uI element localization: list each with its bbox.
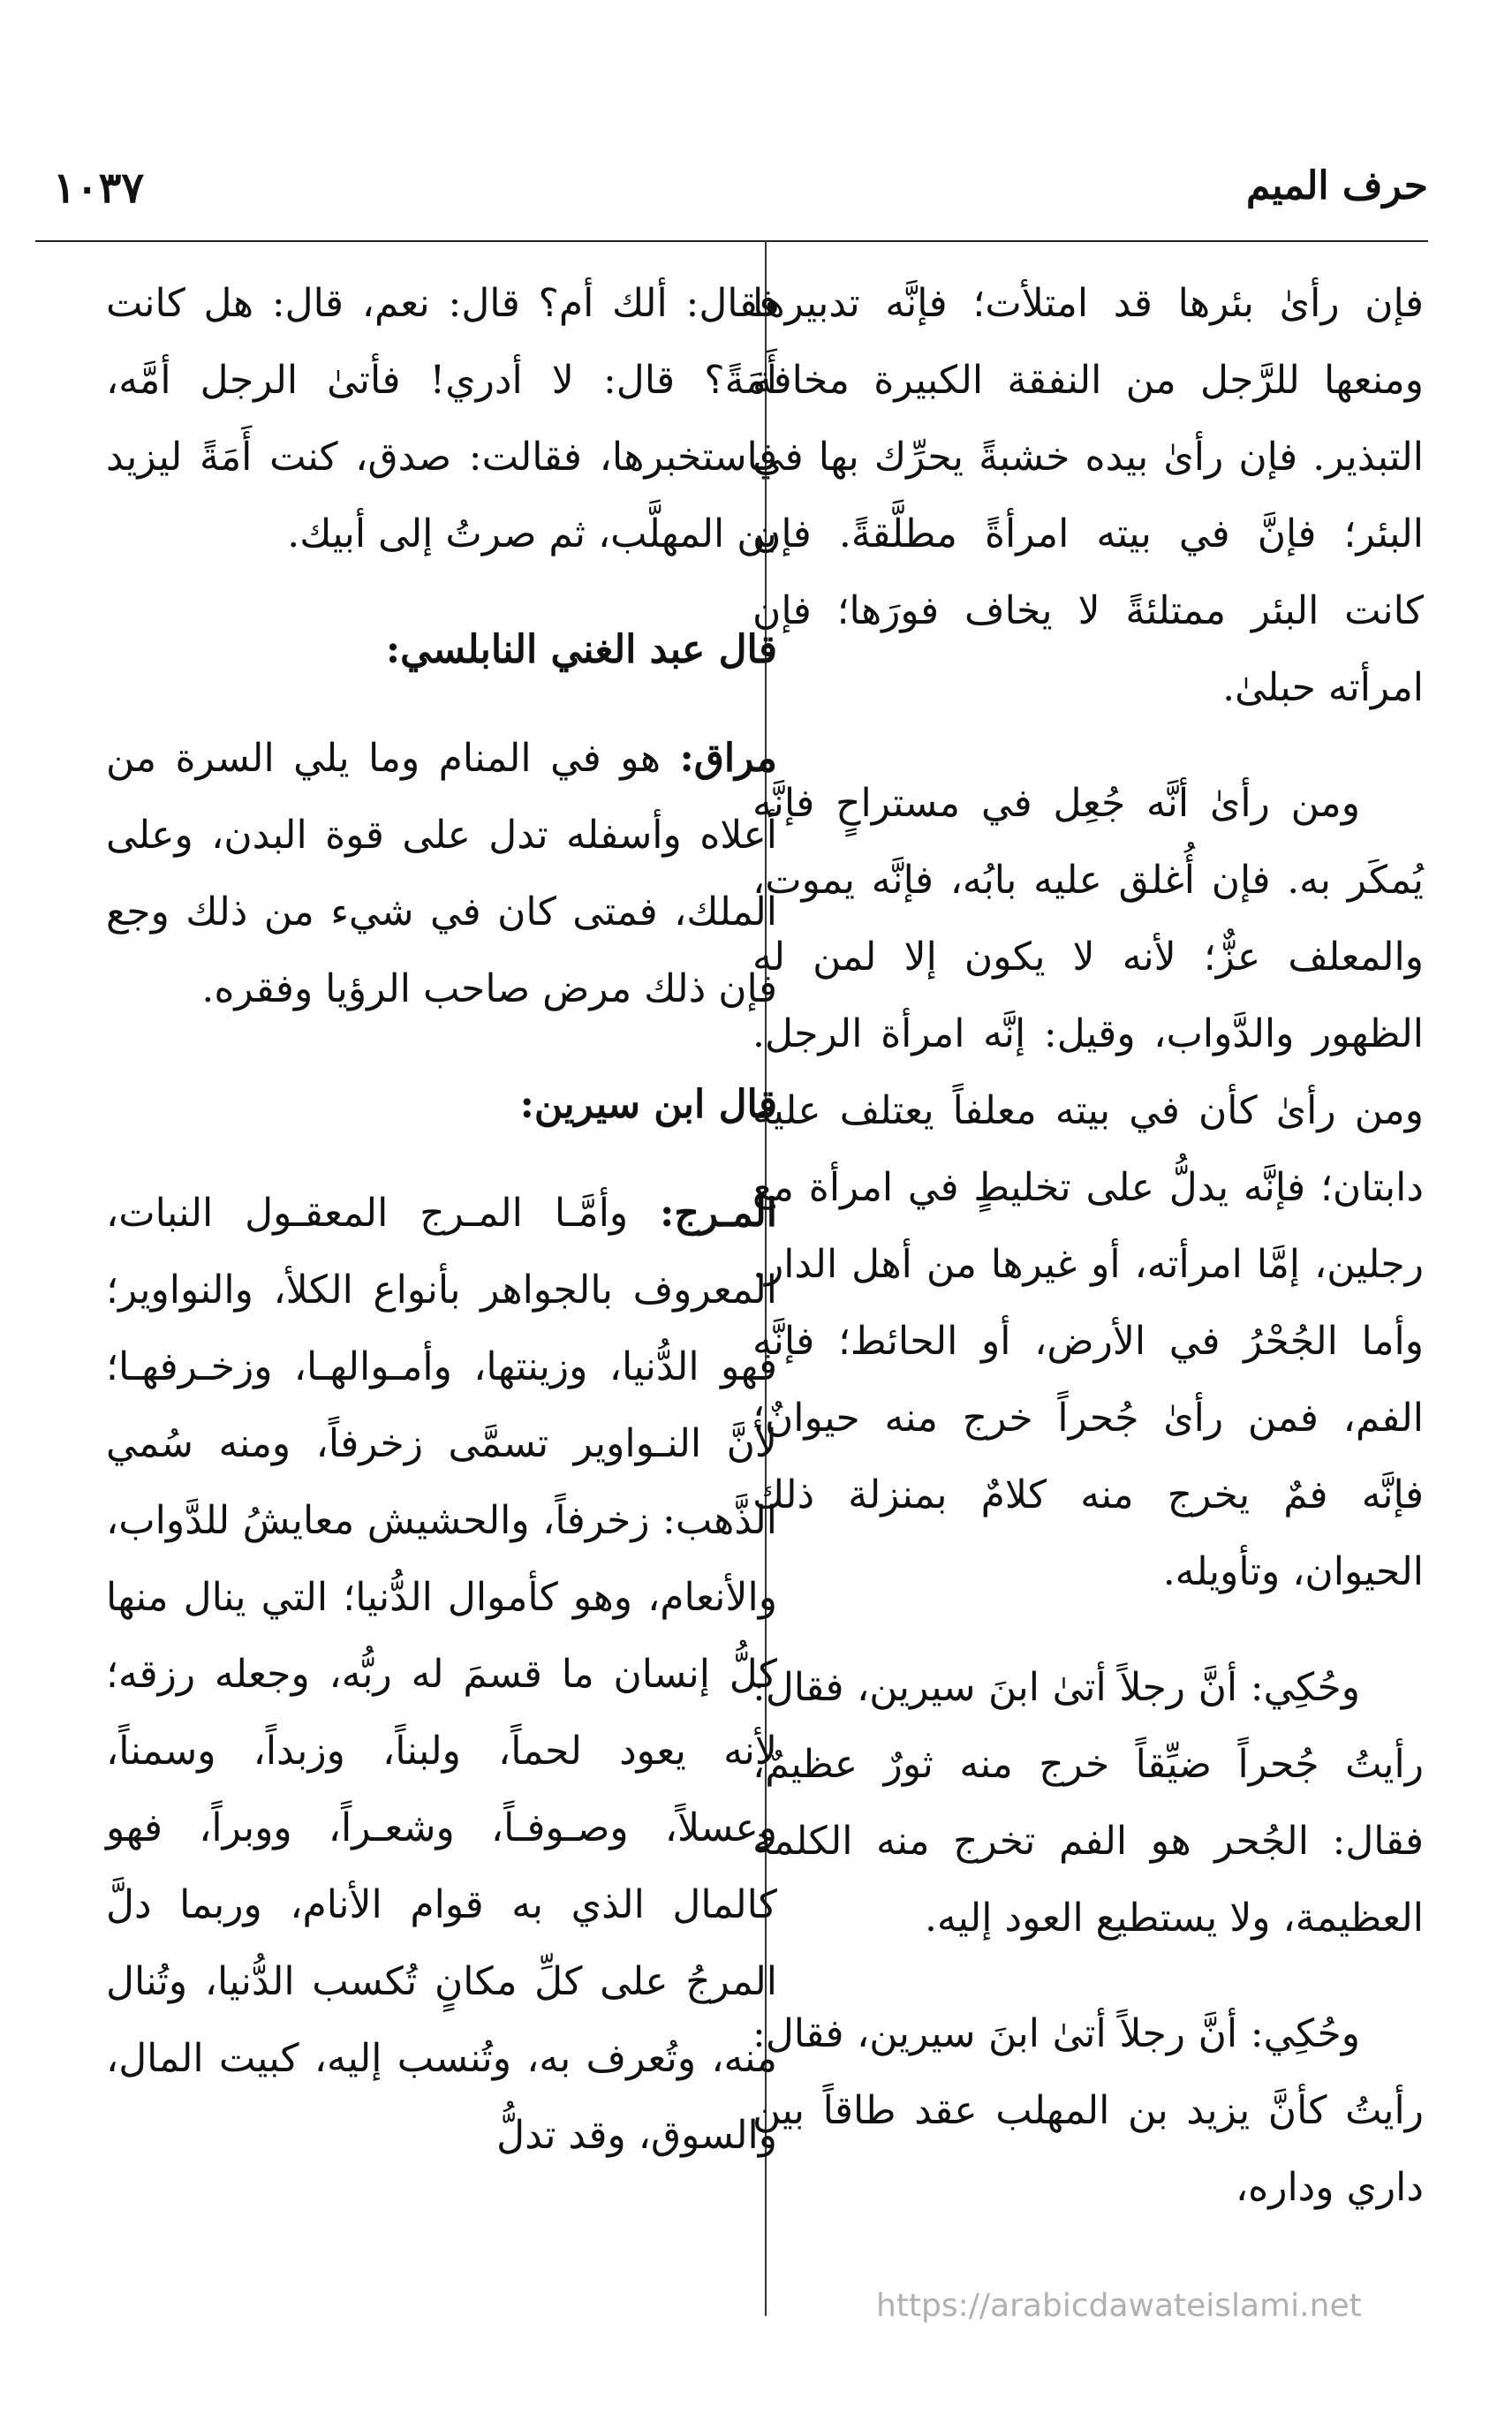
- paragraph: [106, 1175, 777, 2174]
- paragraph: فقال: ألك أم؟ قال: نعم، قال: هل كانت أَمَةً؟ قال: لا أدري! فأتىٰ الرجل أمَّه، فاستخبرها، فقالت: صدق، كنت أَمَةً ليزيد بن المهلَّب، ثم صرتُ إلى أبيك.: [106, 281, 777, 556]
- paragraph: فإن رأىٰ بئرها قد امتلأت؛ فإنَّه تدبيرها ومنعها للرَّجل من النفقة الكبيرة مخافة التبذير. فإن رأىٰ بيده خشبةً يحرِّك بها في البئر؛ فإنَّ في بيته امرأةً مطلَّقةً. فإن كانت البئر ممتلئةً لا يخاف فورَها؛ فإن امرأته حبلىٰ.: [752, 281, 1424, 710]
- entry-term: مراق:: [679, 736, 777, 781]
- section-heading: قال عبد الغني النابلسي:: [385, 627, 777, 672]
- running-title: حرف الميم: [1245, 163, 1428, 208]
- watermark-url: https://arabicdawateislami.net: [876, 2288, 1362, 2324]
- entry-text: وأمَّـا المـرج المعقـول النبات، المعروف بالجواهر بأنواع الكلأ، والنواوير؛ فهو الدُّنيا، وزينتها، وأمـوالهـا، وزخـرفهـا؛ لأنَّ النـواوير تسمَّى زخرفاً، ومنه سُمي الذَّهب: زخرفاً، والحشيش معايشُ للدَّواب، والأنعام، وهو كأموال الدُّنيا؛ التي ينال منها كلُّ إنسان ما قسمَ له ربُّه، وجعله رزقه؛ لأنه يعود لحماً، ولبناً، وزبداً، وسمناً، وعسلاً، وصـوفـاً، وشعـراً، ووبراً، فهو كالمال الذي به قوام الأنام، وربما دلَّ المرجُ على كلِّ مكانٍ تُكسب الدُّنيا، وتُنال منه، وتُعرف به، وتُنسب إليه، كبيت المال، والسوق، وقد تدلُّ: [106, 1191, 778, 2158]
- paragraph: وحُكِي: أنَّ رجلاً أتىٰ ابنَ سيرين، فقال: رأيتُ كأنَّ يزيد بن المهلب عقد طاقاً بين داري وداره،: [752, 2011, 1424, 2210]
- left-column: [106, 265, 777, 2213]
- entry-term: المـرج:: [660, 1191, 777, 1236]
- paragraph: [106, 720, 777, 1027]
- section-heading: قال ابن سيرين:: [519, 1082, 777, 1127]
- page-header: [53, 163, 1428, 234]
- header-rule: [35, 240, 1428, 242]
- entry-text: هو في المنام وما يلي السرة من أعلاه وأسفله تدل على قوة البدن، وعلى الملك، فمتى كان في شيء من ذلك وجع فإن ذلك مرض صاحب الرؤيا وفقره.: [106, 736, 777, 1011]
- right-column: [752, 265, 1424, 2265]
- paragraph: ومن رأىٰ أنَّه جُعِل في مستراحٍ فإنَّه يُمكَر به. فإن أُغلق عليه بابُه، فإنَّه يموت، والمعلف عزٌّ؛ لأنه لا يكون إلا لمن له الظهور والدَّواب، وقيل: إنَّه امرأة الرجل. ومن رأىٰ كأن في بيته معلفاً يعتلف عليه دابتان؛ فإنَّه يدلُّ على تخليطٍ في امرأة مع رجلين، إمَّا امرأته، أو غيرها من أهل الدار. وأما الجُحْرُ في الأرض، أو الحائط؛ فإنَّه الفم، فمن رأىٰ جُحراً خرج منه حيوانٌ؛ فإنَّه فمٌ يخرج منه كلامٌ بمنزلة ذلك الحيوان، وتأويله.: [752, 781, 1424, 1594]
- page-number: ١٠٣٧: [53, 163, 145, 213]
- paragraph: وحُكِي: أنَّ رجلاً أتىٰ ابنَ سيرين، فقال: رأيتُ جُحراً ضيِّقاً خرج منه ثورٌ عظيمٌ، فقال: الجُحر هو الفم تخرج منه الكلمة العظيمة، ولا يستطيع العود إليه.: [752, 1665, 1424, 1941]
